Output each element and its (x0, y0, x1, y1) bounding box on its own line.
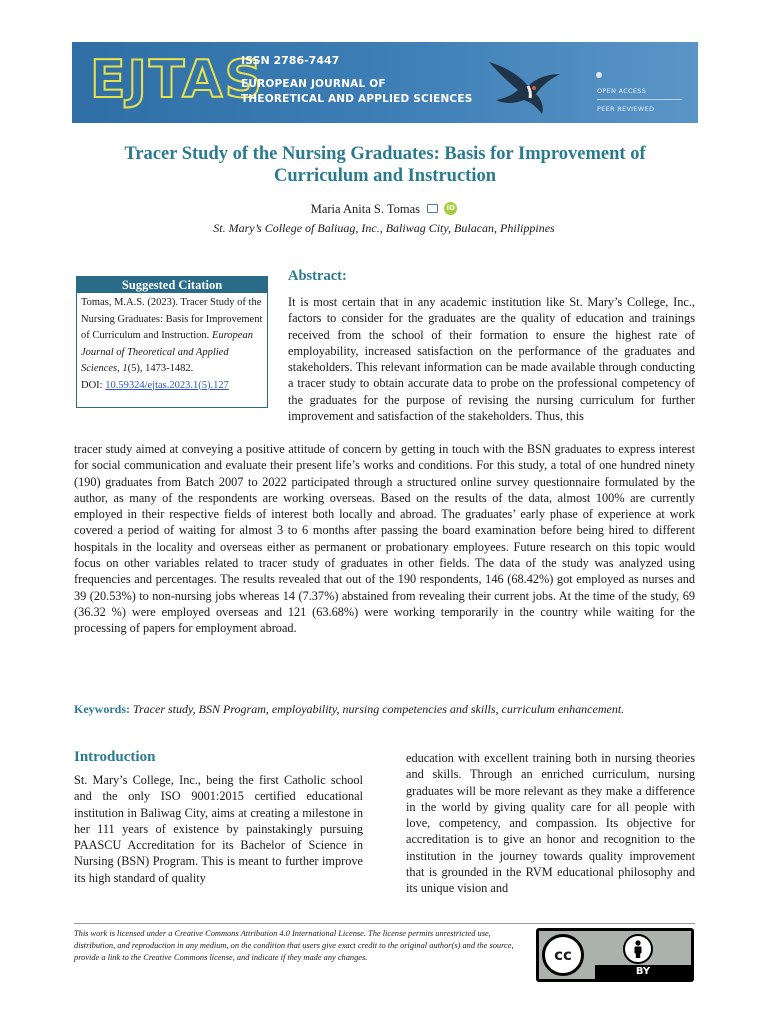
citation-issue-pages: (5), 1473-1482. (127, 363, 194, 374)
peer-reviewed-label: PEER REVIEWED (597, 105, 655, 113)
journal-name-line2: THEORETICAL AND APPLIED SCIENCES (241, 93, 473, 105)
mail-icon[interactable] (427, 204, 438, 213)
cc-by-license-badge[interactable] (536, 928, 694, 982)
cc-badge-inner (539, 931, 691, 979)
introduction-heading: Introduction (74, 749, 156, 765)
abstract-text-top: It is most certain that in any academic institution like St. Mary’s College, Inc., factors to consider for the graduates are the quality of education and trainings received from the school of their formation to ensure the highest rate of employability, increased satisfaction on the performance of the graduates and stakeholders. This relevant information can be made available through conducting a tracer study to obtain accurate data to probe on the professional competency of the graduates for the purpose of revising the nursing curriculum for further improvement and satisfaction of the stakeholders. Thus, this (288, 295, 695, 424)
author-affiliation: St. Mary’s College of Baliuag, Inc., Baliwag City, Bulacan, Philippines (213, 221, 555, 235)
citation-doi-label: DOI: (81, 379, 106, 391)
author-line (0, 202, 768, 218)
introduction-left-column: St. Mary’s College, Inc., being the first Catholic school and the only ISO 9001:2015 certified educational institution in Baliwag City, aims at creating a milestone in her 111 years of existence by painstakingly pursuing PAASCU Accreditation for its Bachelor of Science in Nursing (BSN) Program. This is meant to further improve its high standard of quality (74, 773, 363, 885)
author-name: Maria Anita S. Tomas (310, 202, 421, 216)
issn-label: ISSN 2786-7447 (241, 54, 340, 67)
banner-decor-dot (596, 72, 602, 78)
citation-body (77, 293, 267, 396)
banner-divider (597, 99, 682, 100)
cc-icon: cc (542, 934, 584, 976)
journal-logo: EJTAS (90, 50, 264, 110)
suggested-citation-box (76, 276, 268, 408)
keywords-text: Tracer study, BSN Program, employability, nursing competencies and skills, curriculum enhancement. (133, 702, 625, 716)
citation-reference: Tomas, M.A.S. (2023). Tracer Study of the Nursing Graduates: Basis for Improvement of Curriculum and Instruction. (81, 297, 263, 341)
footer-divider (74, 923, 695, 924)
introduction-right-column: education with excellent training both in nursing theories and skills. Through an enriched curriculum, nursing graduates will be more relevant as they make a difference in the world by giving quality care for all people with love, competency, and compassion. Its objective for accreditation is to give an honor and recognition to the institution in the journey towards quality improvement that is grounded in the RVM educational philosophy and its unique vision and (406, 751, 695, 896)
citation-journal: European Journal of Theoretical and Applied Sciences, 1 (81, 330, 253, 374)
journal-name-line1: EUROPEAN JOURNAL OF (241, 78, 386, 90)
orcid-icon[interactable]: iD (444, 202, 457, 215)
attribution-person-icon (623, 934, 653, 964)
citation-heading: Suggested Citation (77, 277, 267, 293)
keywords-label: Keywords: (74, 702, 130, 716)
license-notice: This work is licensed under a Creative Commons Attribution 4.0 International License. The license permits unrestricted use, distribution, and reproduction in any medium, on the condition that users give exact credit to the original author(s) and the source, provide a link to the Creative Commons license, and indicate if they made any changes. (74, 929, 514, 962)
article-title: Tracer Study of the Nursing Graduates: Basis for Improvement of Curriculum and Instruction (124, 144, 646, 186)
open-access-label: OPEN ACCESS (597, 87, 647, 95)
journal-banner (72, 42, 698, 123)
citation-doi-link[interactable]: 10.59324/ejtas.2023.1(5).127 (105, 379, 229, 391)
by-label: BY (595, 965, 691, 979)
keywords (74, 702, 695, 717)
abstract-heading: Abstract: (288, 268, 347, 284)
swallow-bird-icon (484, 48, 564, 118)
abstract-text-full: tracer study aimed at conveying a positive attitude of concern by getting in touch with the BSN graduates to express interest for social communication and evaluate their present life’s works and conditions. For this study, a total of one hundred ninety (190) graduates from Batch 2007 to 2022 participated through a structured online survey questionnaire formulated by the author, as many of the respondents are working overseas. Based on the results of the data, almost 100% are currently employed in their respective fields of interest both locally and abroad. The graduates’ early phase of experience at work covered a period of waiting for almost 3 to 6 months after passing the board examination before being hired to different hospitals in the locality and overseas either as permanent or probationary employees. Future research on this topic would focus on other variables related to tracer study of graduates in other fields. The data of the study was analyzed using frequencies and percentages. The results revealed that out of the 190 respondents, 146 (68.42%) got employed as nurses and 39 (20.53%) to non-nursing jobs whereas 14 (7.37%) abstained from revealing their current jobs. At the time of the study, 69 (36.32 %) were employed overseas and 121 (63.68%) were working temporarily in the country while waiting for the processing of papers for employment abroad. (74, 442, 695, 636)
